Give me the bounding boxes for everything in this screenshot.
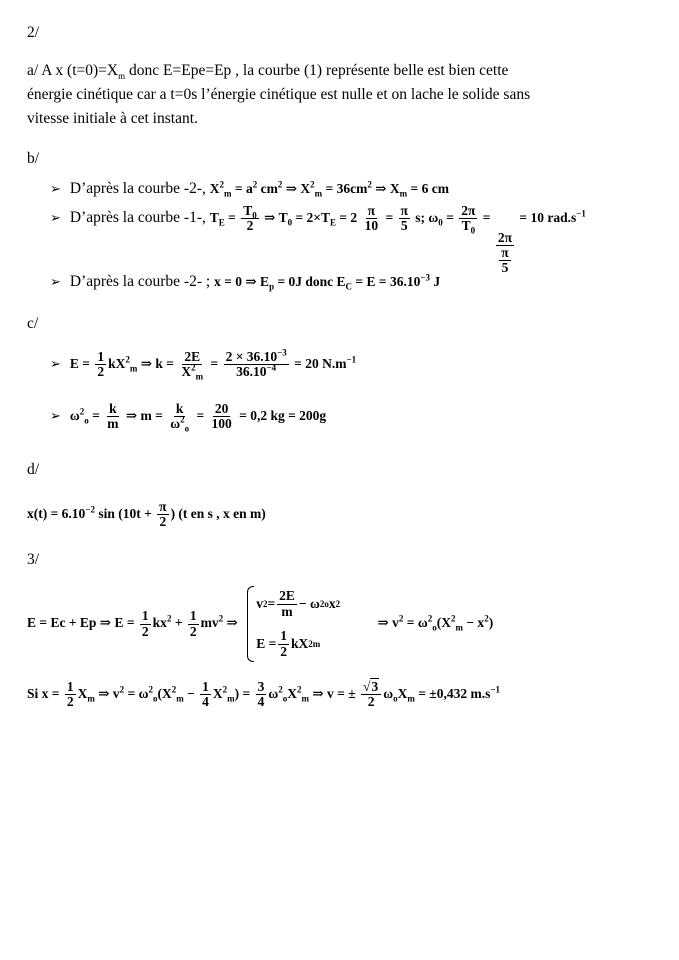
c-item-m bbox=[50, 401, 327, 434]
section-d-label: d/ bbox=[27, 461, 40, 478]
d-equation: $x(t) = 6.10^{-2}$ sin (10t + $\frac{\pi}{2}$ ) (t en s , x en m) bbox=[27, 499, 266, 530]
bullet-arrow-icon: ➢ bbox=[50, 355, 61, 371]
b-item-1 bbox=[50, 180, 449, 198]
section-a-label: a/ bbox=[27, 62, 39, 79]
b-item-2-text: D’après la courbe -1-, bbox=[69, 208, 206, 226]
b-item-3-text: D’après la courbe -2- ; bbox=[69, 273, 211, 290]
bullet-arrow-icon: ➢ bbox=[50, 407, 61, 423]
b-item-2 bbox=[50, 204, 586, 275]
bullet-arrow-icon: ➢ bbox=[50, 181, 61, 196]
paragraph-a-text-post: donc E=Epe=Ep , la courbe (1) représente belle est bien cette bbox=[125, 62, 509, 79]
b-item-1-text: D’après la courbe -2-, bbox=[69, 180, 206, 197]
section-2-heading: 2/ bbox=[27, 24, 40, 41]
energy-equation: E = Ec + Ep ⇒ E = $\frac{1}{2}$ $kx^2$ + $\frac{1}{2}$ $mv^2$ ⇒ v 2 = $\frac{2E}{m}$ − ω 2 o x 2 E = $\frac{1}{2}$ kX 2 m ⇒ $v^2 = \omega^2_o(X^2_m - x^2)$ bbox=[27, 584, 493, 664]
paragraph-a-sub: m bbox=[118, 71, 126, 82]
equation-system: v 2 = $\frac{2E}{m}$ − ω 2 o x 2 E = $\frac{1}{2}$ kX 2 m bbox=[247, 584, 340, 664]
section-b-label: b/ bbox=[27, 150, 40, 167]
c-item-k bbox=[50, 347, 357, 382]
c-item-k-equation: E = $\frac{1}{2}$ $kX^2_m$ ⇒ k = $\frac{2E}{X^2_m}$ = $\frac{2 \times 36.10^{-3}}{36.10^{-4}}$ = 20 $N.m^{-1}$ bbox=[69, 347, 357, 382]
c-item-m-equation: $\omega^2_o$ = $\frac{k}{m}$ ⇒ m = $\frac{k}{\omega^2_o}$ = $\frac{20}{100}$ = 0,2 kg = 200g bbox=[69, 401, 327, 434]
b-item-3-equation: x = 0 ⇒ $E_p = 0J$ donc $E_C = E = 36.10^{-3}$ J bbox=[214, 272, 441, 292]
section-3-heading: 3/ bbox=[27, 551, 40, 568]
bullet-arrow-icon: ➢ bbox=[50, 209, 61, 225]
paragraph-a-line-3: vitesse initiale à cet instant. bbox=[27, 110, 198, 127]
paragraph-a-text-pre: A x (t=0)=X bbox=[41, 62, 119, 79]
bullet-arrow-icon: ➢ bbox=[50, 274, 61, 289]
b-item-2-equation: $T_E$ = $\frac{T_0}{2}$ ⇒ $T_0 = 2\times T_E = 2$ $\frac{\pi}{10}$ = $\frac{\pi}{5}$ s; $\omega_0$ = $\frac{2\pi}{T_0}$ = $\frac{2\pi}{\frac{\pi}{5}}$ = 10 $rad.s^{-1}$ bbox=[209, 203, 586, 276]
b-item-3 bbox=[50, 273, 440, 291]
paragraph-a-line-1 bbox=[27, 62, 508, 80]
paragraph-a-line-2: énergie cinétique car a t=0s l’énergie cinétique est nulle et on lache le solide sans bbox=[27, 86, 531, 103]
b-item-1-equation: $X^2_m = a^2$ $cm^2$ ⇒ $X^2_m = 36cm^2$ ⇒ $X_m = 6$ cm bbox=[209, 179, 449, 199]
velocity-equation: Si x = $\frac{1}{2}$ $X_m$ ⇒ $v^2 = \omega^2_o(X^2_m$ − $\frac{1}{4}$ $X^2_m$) = $\frac{3}{4}$ $\omega^2_oX^2_m$ ⇒ v = ± $\frac{√3}{2}$ $\omega_oX_m = \pm 0,432$ $m.s^{-1}$ bbox=[27, 679, 500, 710]
section-c-label: c/ bbox=[27, 315, 39, 332]
